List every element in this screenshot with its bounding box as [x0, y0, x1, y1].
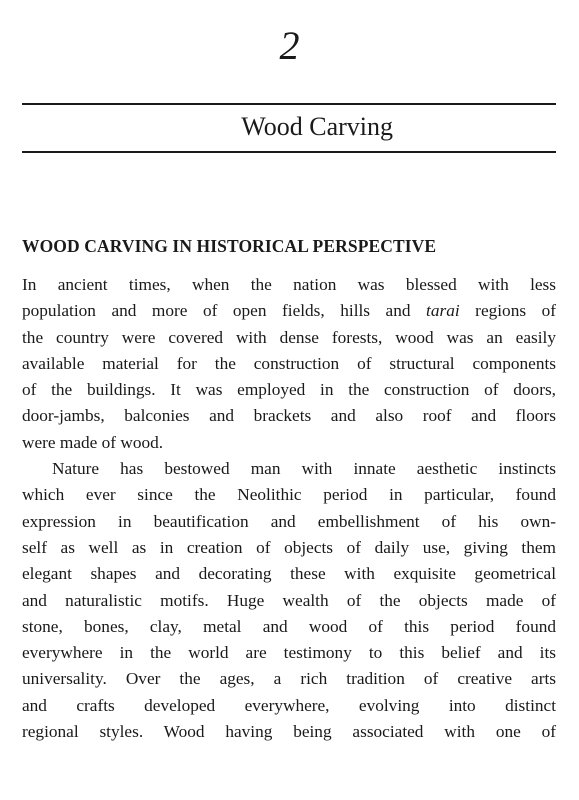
top-rule: [22, 103, 556, 105]
text-segment: door-jambs, balconies and brackets and also roof and floors: [22, 406, 556, 426]
text-segment: of the buildings. It was employed in the construction of doors,: [22, 380, 556, 400]
text-line: [22, 482, 556, 508]
text-segment: stone, bones, clay, metal and wood of this period found: [22, 616, 556, 636]
italic-term: tarai: [426, 301, 460, 321]
text-segment: which ever since the Neolithic period in particular, found: [22, 485, 556, 505]
text-line: [22, 588, 556, 614]
text-line: [22, 298, 556, 324]
text-segment: expression in beautification and embellishment of his own-: [22, 511, 556, 531]
text-line: [22, 377, 556, 403]
text-segment: elegant shapes and decorating these with exquisite geometrical: [22, 564, 556, 584]
text-segment: available material for the construction of structural components: [22, 353, 556, 373]
text-segment: were made of wood.: [22, 432, 164, 452]
text-line: [22, 666, 556, 692]
text-line: [22, 640, 556, 666]
text-line: [22, 614, 556, 640]
text-line: [22, 509, 556, 535]
text-line: [22, 430, 556, 456]
text-segment: the country were covered with dense forests, wood was an easily: [22, 327, 556, 347]
text-segment: and crafts developed everywhere, evolving into distinct: [22, 695, 556, 715]
text-segment: In ancient times, when the nation was blessed with less: [22, 275, 556, 294]
text-segment: and naturalistic motifs. Huge wealth of the objects made of: [22, 590, 556, 610]
chapter-number: 2: [279, 23, 300, 68]
chapter-title: Wood Carving: [241, 112, 393, 141]
text-segment: everywhere in the world are testimony to this belief and its: [22, 643, 556, 663]
body-text: [22, 272, 556, 745]
text-line: [22, 693, 556, 719]
text-line: [22, 561, 556, 587]
section-heading: WOOD CARVING IN HISTORICAL PERSPECTIVE: [22, 236, 437, 256]
text-segment: Nature has bestowed man with innate aesthetic instincts: [52, 459, 556, 479]
text-line: [22, 719, 556, 745]
text-line: [22, 456, 556, 482]
text-segment: universality. Over the ages, a rich tradition of creative arts: [22, 669, 556, 689]
text-line: [22, 535, 556, 561]
text-line: [22, 325, 556, 351]
text-line: [22, 272, 556, 298]
text-segment: population and more of open fields, hills and: [22, 301, 427, 321]
text-line: [22, 403, 556, 429]
text-segment: self as well as in creation of objects of daily use, giving them: [22, 537, 556, 557]
text-segment: regions of: [459, 301, 556, 321]
text-segment: regional styles. Wood having being associated with one of: [22, 722, 556, 742]
bottom-rule: [22, 151, 556, 153]
text-line: [22, 351, 556, 377]
